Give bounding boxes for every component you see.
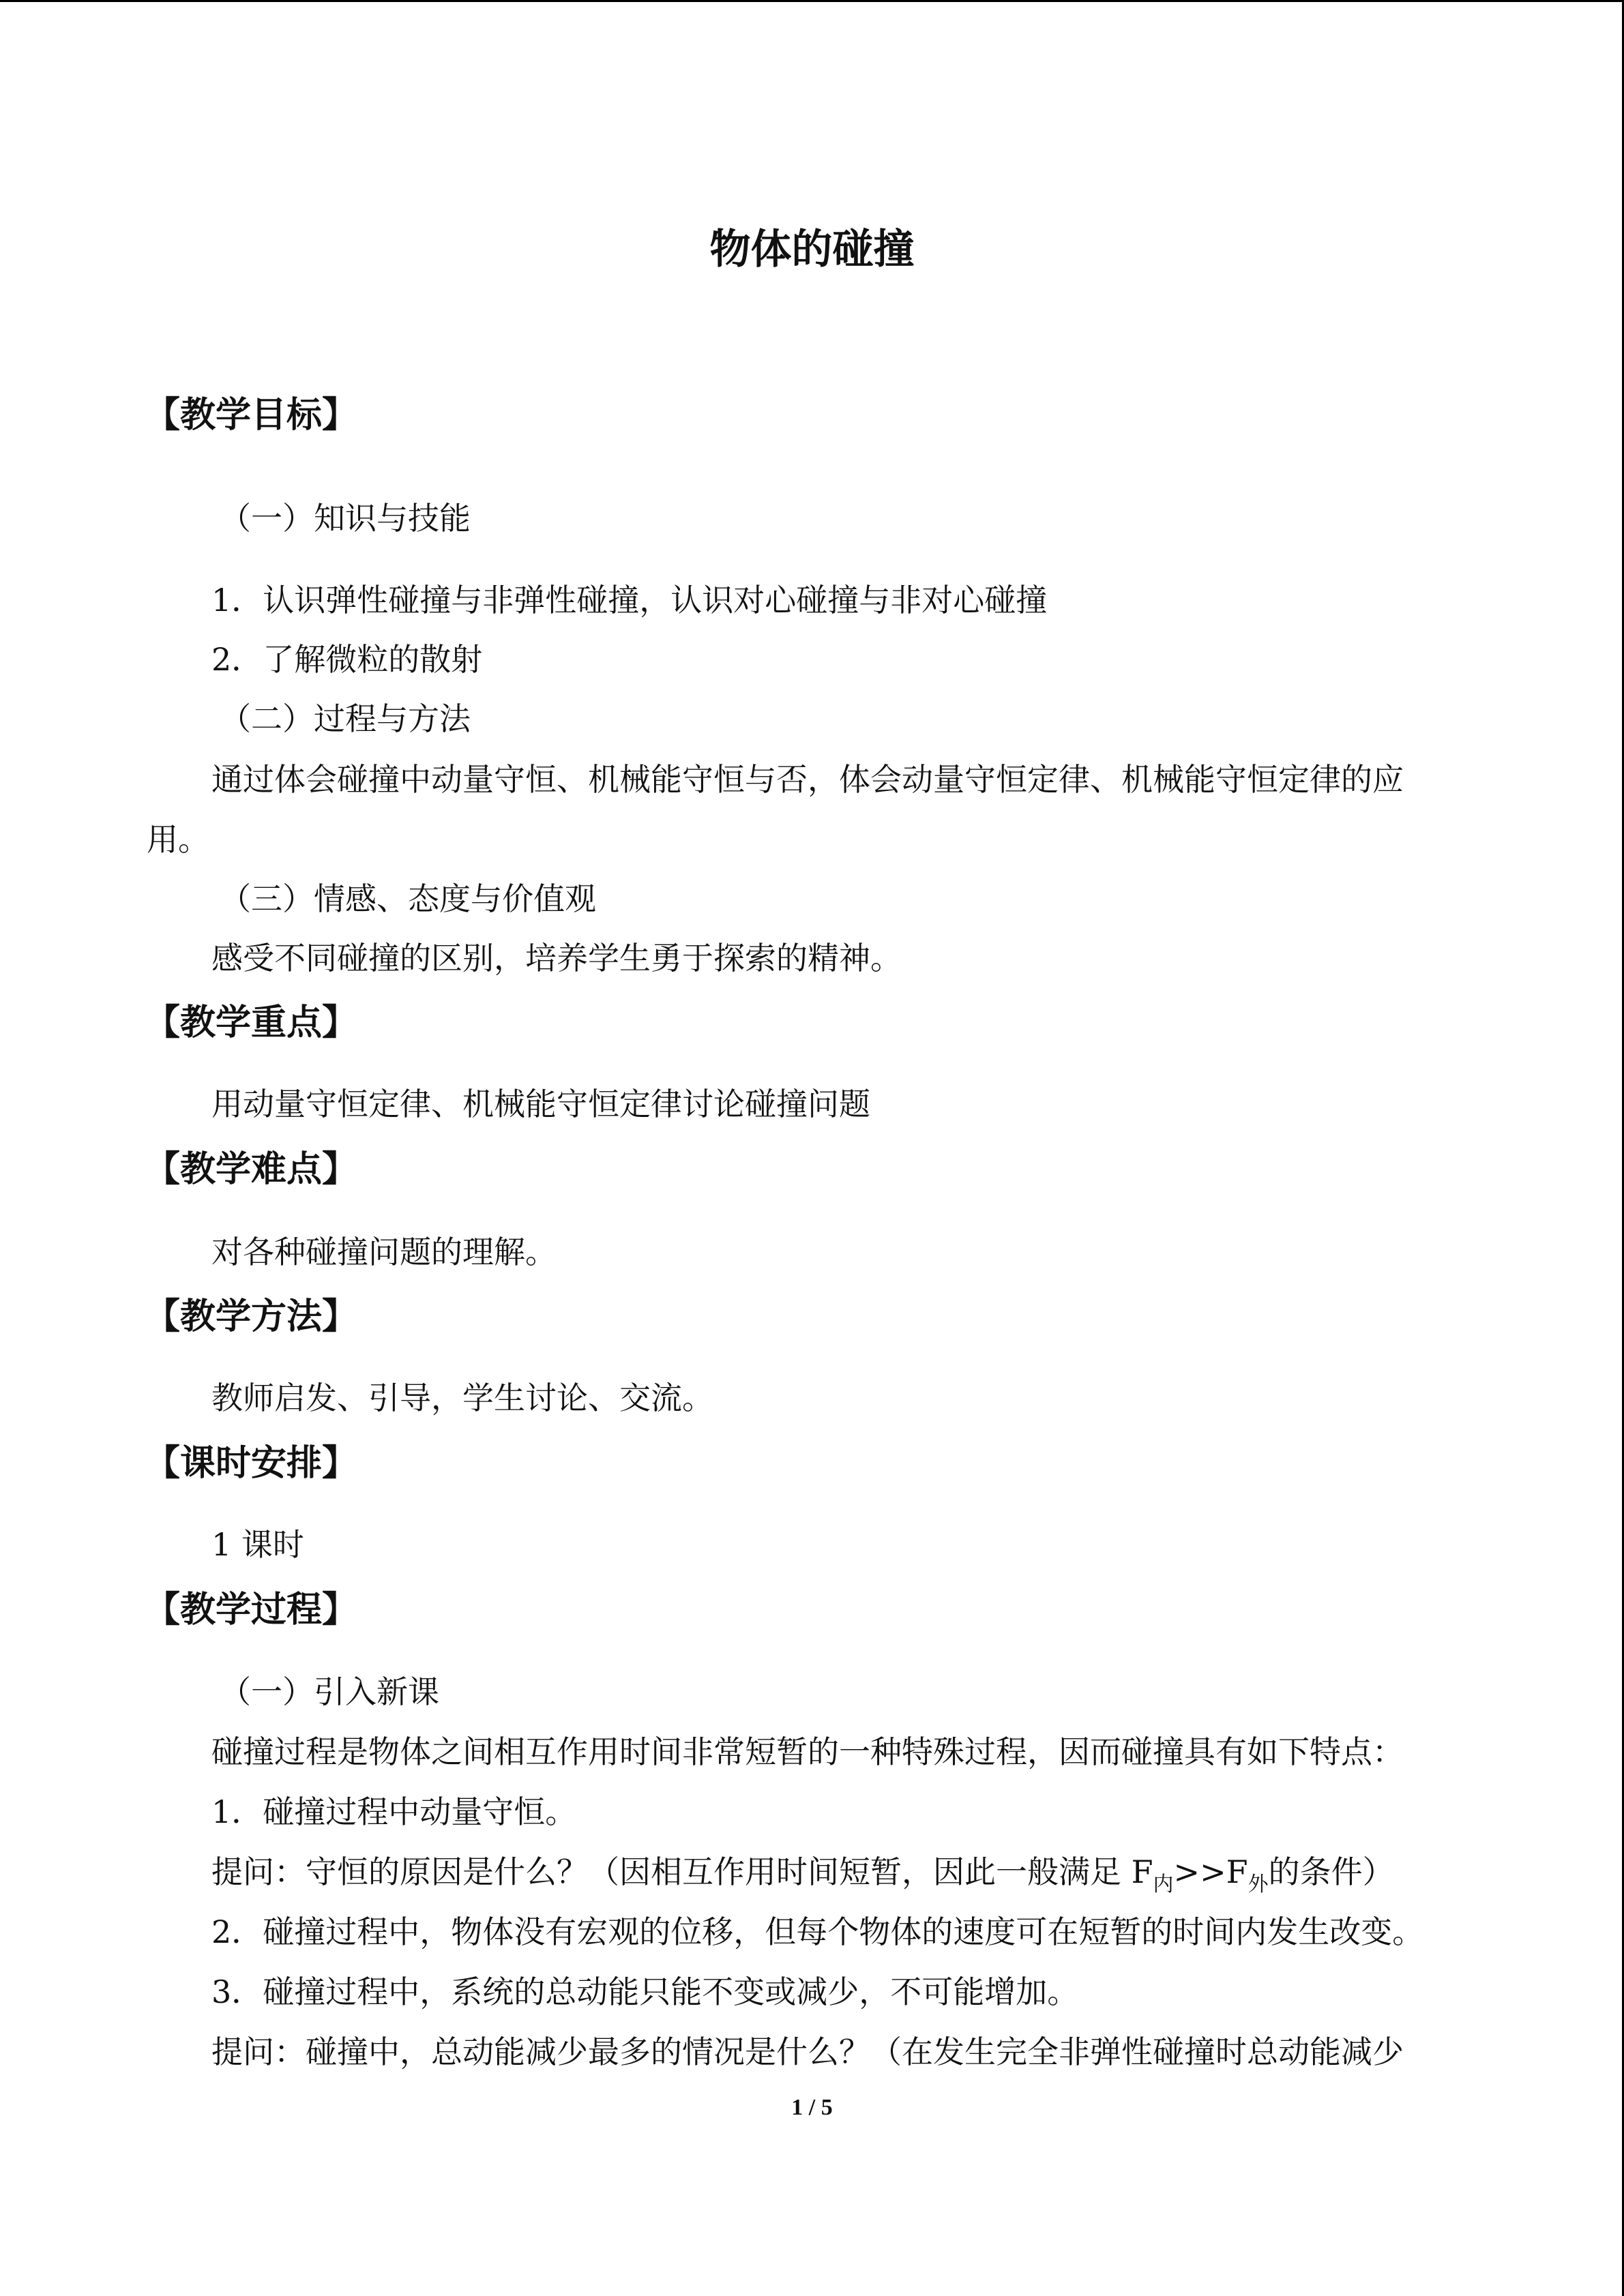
heading-methods: 【教学方法】 bbox=[145, 1296, 358, 1337]
methods-text: 教师启发、引导，学生讨论、交流。 bbox=[211, 1380, 713, 1416]
knowledge-item-1: 1．认识弹性碰撞与非弹性碰撞，认识对心碰撞与非对心碰撞 bbox=[211, 582, 1048, 618]
intro-label: （一）引入新课 bbox=[220, 1673, 439, 1710]
heading-process: 【教学过程】 bbox=[145, 1590, 358, 1630]
question-1-suffix: 的条件） bbox=[1268, 1853, 1394, 1890]
intro-text: 碰撞过程是物体之间相互作用时间非常短暂的一种特殊过程，因而碰撞具有如下特点： bbox=[211, 1733, 1404, 1770]
process-point-1: 1．碰撞过程中动量守恒。 bbox=[211, 1793, 577, 1830]
process-question-1 bbox=[211, 1853, 1394, 1896]
process-question-2: 提问：碰撞中，总动能减少最多的情况是什么？（在发生完全非弹性碰撞时总动能减少 bbox=[211, 2033, 1404, 2070]
knowledge-label: （一）知识与技能 bbox=[220, 500, 471, 537]
document-title: 物体的碰撞 bbox=[709, 226, 915, 273]
process-method-text-cont: 用。 bbox=[147, 821, 209, 858]
knowledge-item-2: 2．了解微粒的散射 bbox=[211, 641, 483, 678]
heading-schedule: 【课时安排】 bbox=[145, 1443, 358, 1484]
process-method-text: 通过体会碰撞中动量守恒、机械能守恒与否，体会动量守恒定律、机械能守恒定律的应 bbox=[211, 761, 1404, 798]
process-point-3: 3．碰撞过程中，系统的总动能只能不变或减少，不可能增加。 bbox=[211, 1973, 1079, 2010]
heading-difficulties: 【教学难点】 bbox=[145, 1149, 358, 1190]
emotion-label: （三）情感、态度与价值观 bbox=[220, 880, 596, 917]
question-1-prefix: 提问：守恒的原因是什么？（因相互作用时间短暂，因此一般满足 F bbox=[211, 1853, 1153, 1890]
process-point-2: 2．碰撞过程中，物体没有宏观的位移，但每个物体的速度可在短暂的时间内发生改变。 bbox=[211, 1913, 1424, 1950]
subscript-outer: 外 bbox=[1247, 1873, 1269, 1896]
difficulties-text: 对各种碰撞问题的理解。 bbox=[211, 1234, 557, 1270]
subscript-inner: 内 bbox=[1153, 1873, 1174, 1896]
schedule-text: 1 课时 bbox=[211, 1526, 304, 1563]
heading-objectives: 【教学目标】 bbox=[145, 395, 358, 436]
emotion-text: 感受不同碰撞的区别，培养学生勇于探索的精神。 bbox=[211, 940, 902, 976]
key-points-text: 用动量守恒定律、机械能守恒定律讨论碰撞问题 bbox=[211, 1086, 870, 1122]
page-number: 1 / 5 bbox=[791, 2095, 833, 2120]
process-method-label: （二）过程与方法 bbox=[220, 700, 471, 737]
question-1-mid: >>F bbox=[1173, 1853, 1248, 1890]
heading-key-points: 【教学重点】 bbox=[145, 1002, 358, 1043]
